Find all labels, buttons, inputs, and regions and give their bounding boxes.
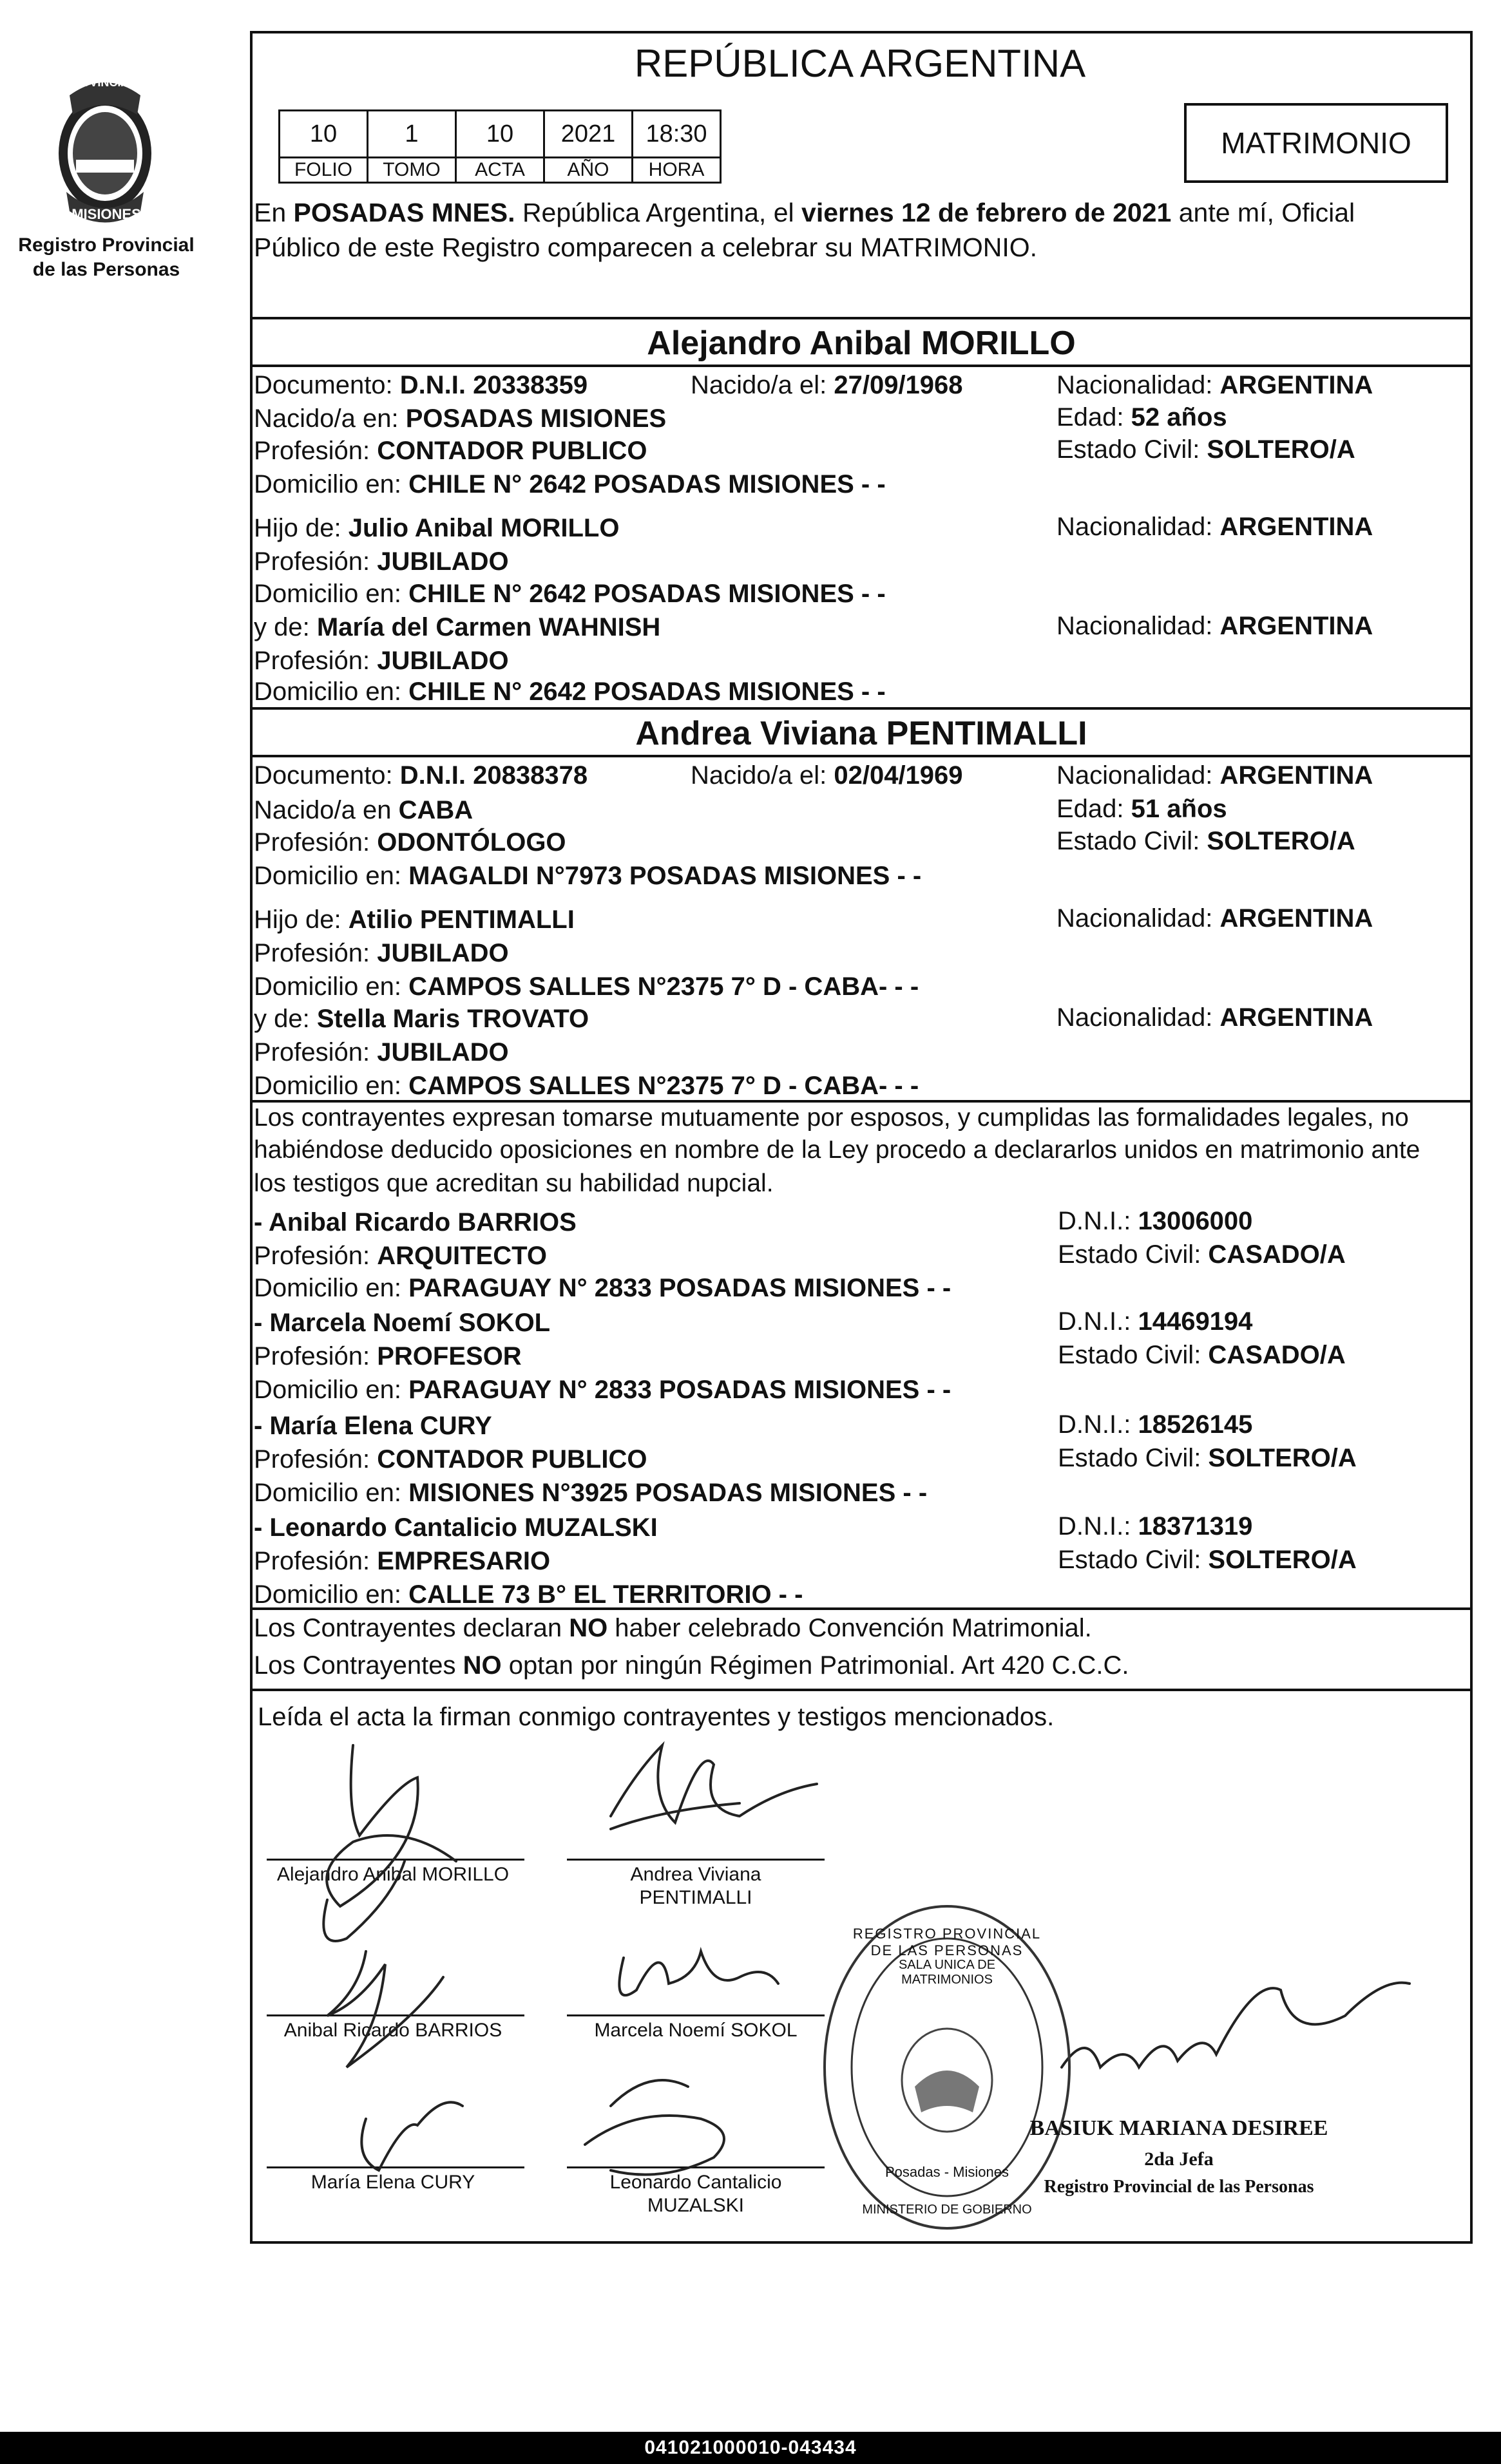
witness-profession: Profesión: ARQUITECTO xyxy=(254,1242,547,1270)
spouse1-document: Documento: D.N.I. 20338359 xyxy=(254,371,588,399)
spouse2-civil-status: Estado Civil: SOLTERO/A xyxy=(1056,827,1355,855)
signature-label-witness4-l1: Leonardo Cantalicio xyxy=(609,2172,782,2193)
country-title: REPÚBLICA ARGENTINA xyxy=(634,42,1086,85)
stamp-bottom-text: Posadas - Misiones xyxy=(885,2164,1009,2180)
signatures-intro: Leída el acta la firman conmigo contrayentes y testigos mencionados. xyxy=(258,1703,1055,1731)
witness-civil-status: Estado Civil: CASADO/A xyxy=(1058,1240,1346,1269)
official-name: BASIUK MARIANA DESIREE xyxy=(1029,2116,1328,2140)
spouse2-name: Andrea Viviana PENTIMALLI xyxy=(635,715,1087,752)
witness-dni: D.N.I.: 18371319 xyxy=(1058,1512,1253,1540)
witness-civil-status: Estado Civil: SOLTERO/A xyxy=(1058,1546,1357,1574)
spouse2-mother-address: Domicilio en: CAMPOS SALLES N°2375 7° D - CABA- - - xyxy=(254,1072,919,1100)
hour-label: HORA xyxy=(631,156,722,184)
spouse1-address: Domicilio en: CHILE N° 2642 POSADAS MISIONES - - xyxy=(254,470,886,498)
divider xyxy=(250,1689,1473,1691)
spouse2-birthplace: Nacido/a en CABA xyxy=(254,796,473,824)
signature-label-witness3: María Elena CURY xyxy=(311,2172,475,2193)
acta-value: 10 xyxy=(455,109,545,158)
signature-label-spouse1: Alejandro Anibal MORILLO xyxy=(276,1864,510,1885)
intro-date: viernes 12 de febrero de 2021 xyxy=(801,198,1172,227)
spouse1-mother-address: Domicilio en: CHILE N° 2642 POSADAS MISIONES - - xyxy=(254,678,886,706)
official-office: Registro Provincial de las Personas xyxy=(1044,2177,1314,2197)
folio-label: FOLIO xyxy=(278,156,368,184)
declaration-line1: Los contrayentes expresan tomarse mutuamente por esposos, y cumplidas las formalidades legales, no xyxy=(254,1104,1409,1132)
signature-label-witness1: Anibal Ricardo BARRIOS xyxy=(283,2020,502,2041)
witness-dni: D.N.I.: 18526145 xyxy=(1058,1410,1253,1439)
witness-civil-status: Estado Civil: SOLTERO/A xyxy=(1058,1444,1357,1472)
witness-profession: Profesión: EMPRESARIO xyxy=(254,1547,551,1575)
spouse2-mother-profession: Profesión: JUBILADO xyxy=(254,1038,509,1066)
document-code: 041021000010-043434 xyxy=(0,2432,1501,2464)
seal-text-top: PROVINCIA DE xyxy=(64,76,148,89)
spouse2-father-nationality: Nacionalidad: ARGENTINA xyxy=(1056,904,1373,933)
spouse2-birthdate: Nacido/a el: 02/04/1969 xyxy=(691,761,963,790)
divider xyxy=(250,707,1473,710)
spouse2-father-address: Domicilio en: CAMPOS SALLES N°2375 7° D - CABA- - - xyxy=(254,972,919,1001)
stamp-ministry-text: MINISTERIO DE GOBIERNO xyxy=(862,2203,1032,2217)
intro-text-b: República Argentina, el xyxy=(515,198,802,227)
spouse2-age: Edad: 51 años xyxy=(1056,795,1227,823)
intro-line1 xyxy=(254,197,1355,228)
witness-name: - Leonardo Cantalicio MUZALSKI xyxy=(254,1513,658,1542)
witness-dni: D.N.I.: 14469194 xyxy=(1058,1307,1253,1336)
intro-text-c: ante mí, Oficial xyxy=(1171,198,1355,227)
spouse2-father: Hijo de: Atilio PENTIMALLI xyxy=(254,905,575,934)
spouse1-profession: Profesión: CONTADOR PUBLICO xyxy=(254,437,647,465)
witness-address: Domicilio en: CALLE 73 B° EL TERRITORIO - - xyxy=(254,1580,803,1609)
acta-label: ACTA xyxy=(455,156,545,184)
witness-profession: Profesión: PROFESOR xyxy=(254,1342,522,1370)
declaration-line2: habiéndose deducido oposiciones en nombre de la Ley procedo a declararlos unidos en matrimonio ante xyxy=(254,1136,1420,1164)
spouse1-mother-profession: Profesión: JUBILADO xyxy=(254,647,509,675)
spouse2-father-profession: Profesión: JUBILADO xyxy=(254,939,509,967)
spouse1-mother-nationality: Nacionalidad: ARGENTINA xyxy=(1056,612,1373,640)
divider xyxy=(250,365,1473,367)
spouse1-name: Alejandro Anibal MORILLO xyxy=(647,325,1076,362)
witness-address: Domicilio en: MISIONES N°3925 POSADAS MISIONES - - xyxy=(254,1479,928,1507)
seal-text-bottom: MISIONES xyxy=(72,206,141,222)
spouse1-birthplace: Nacido/a en: POSADAS MISIONES xyxy=(254,404,667,433)
spouse2-address: Domicilio en: MAGALDI N°7973 POSADAS MISIONES - - xyxy=(254,862,922,890)
spouse2-profession: Profesión: ODONTÓLOGO xyxy=(254,828,566,857)
witness-address: Domicilio en: PARAGUAY N° 2833 POSADAS MISIONES - - xyxy=(254,1376,951,1404)
spouse1-father-address: Domicilio en: CHILE N° 2642 POSADAS MISIONES - - xyxy=(254,580,886,608)
spouse2-mother: y de: Stella Maris TROVATO xyxy=(254,1005,589,1033)
witness-dni: D.N.I.: 13006000 xyxy=(1058,1207,1253,1235)
spouse2-nationality: Nacionalidad: ARGENTINA xyxy=(1056,761,1373,790)
spouse1-civil-status: Estado Civil: SOLTERO/A xyxy=(1056,435,1355,464)
convention-line2: Los Contrayentes NO optan por ningún Régimen Patrimonial. Art 420 C.C.C. xyxy=(254,1651,1129,1680)
signature-label-spouse2-l2: PENTIMALLI xyxy=(639,1887,752,1908)
intro-place: POSADAS MNES. xyxy=(293,198,515,227)
tomo-value: 1 xyxy=(367,109,457,158)
witness-name: - María Elena CURY xyxy=(254,1412,492,1440)
intro-text-a: En xyxy=(254,198,294,227)
divider xyxy=(250,1607,1473,1610)
spouse1-father: Hijo de: Julio Anibal MORILLO xyxy=(254,514,620,542)
spouse2-mother-nationality: Nacionalidad: ARGENTINA xyxy=(1056,1003,1373,1032)
tomo-label: TOMO xyxy=(367,156,457,184)
official-role: 2da Jefa xyxy=(1144,2148,1214,2170)
spouse1-father-profession: Profesión: JUBILADO xyxy=(254,547,509,576)
signature-label-witness4-l2: MUZALSKI xyxy=(647,2195,745,2216)
witness-civil-status: Estado Civil: CASADO/A xyxy=(1058,1341,1346,1369)
logo-caption-line1: Registro Provincial xyxy=(18,234,195,256)
stamp-outer-text: REGISTRO PROVINCIAL DE LAS PERSONAS xyxy=(852,1926,1042,1958)
signature-label-witness2: Marcela Noemí SOKOL xyxy=(594,2020,798,2041)
spouse1-age: Edad: 52 años xyxy=(1056,403,1227,431)
signature-label-spouse2-l1: Andrea Viviana xyxy=(630,1864,761,1885)
witness-name: - Marcela Noemí SOKOL xyxy=(254,1309,551,1337)
witness-name: - Anibal Ricardo BARRIOS xyxy=(254,1208,577,1237)
witness-profession: Profesión: CONTADOR PUBLICO xyxy=(254,1445,647,1474)
hour-value: 18:30 xyxy=(631,109,722,158)
spouse2-document: Documento: D.N.I. 20838378 xyxy=(254,761,588,790)
year-label: AÑO xyxy=(543,156,633,184)
logo-caption-line2: de las Personas xyxy=(32,259,180,280)
year-value: 2021 xyxy=(543,109,633,158)
spouse1-nationality: Nacionalidad: ARGENTINA xyxy=(1056,371,1373,399)
act-type-label: MATRIMONIO xyxy=(1221,126,1411,160)
folio-value: 10 xyxy=(278,109,368,158)
spouse1-mother: y de: María del Carmen WAHNISH xyxy=(254,613,661,641)
intro-line2: Público de este Registro comparecen a celebrar su MATRIMONIO. xyxy=(254,232,1038,262)
divider xyxy=(250,755,1473,757)
witness-address: Domicilio en: PARAGUAY N° 2833 POSADAS MISIONES - - xyxy=(254,1274,951,1302)
declaration-line3: los testigos que acreditan su habilidad nupcial. xyxy=(254,1170,774,1197)
convention-line1: Los Contrayentes declaran NO haber celebrado Convención Matrimonial. xyxy=(254,1614,1092,1642)
stamp-inner-text: SALA UNICA DE MATRIMONIOS xyxy=(898,1958,996,1987)
spouse1-birthdate: Nacido/a el: 27/09/1968 xyxy=(691,371,963,399)
divider xyxy=(250,317,1473,319)
spouse1-father-nationality: Nacionalidad: ARGENTINA xyxy=(1056,513,1373,541)
act-type-box xyxy=(1184,103,1448,183)
